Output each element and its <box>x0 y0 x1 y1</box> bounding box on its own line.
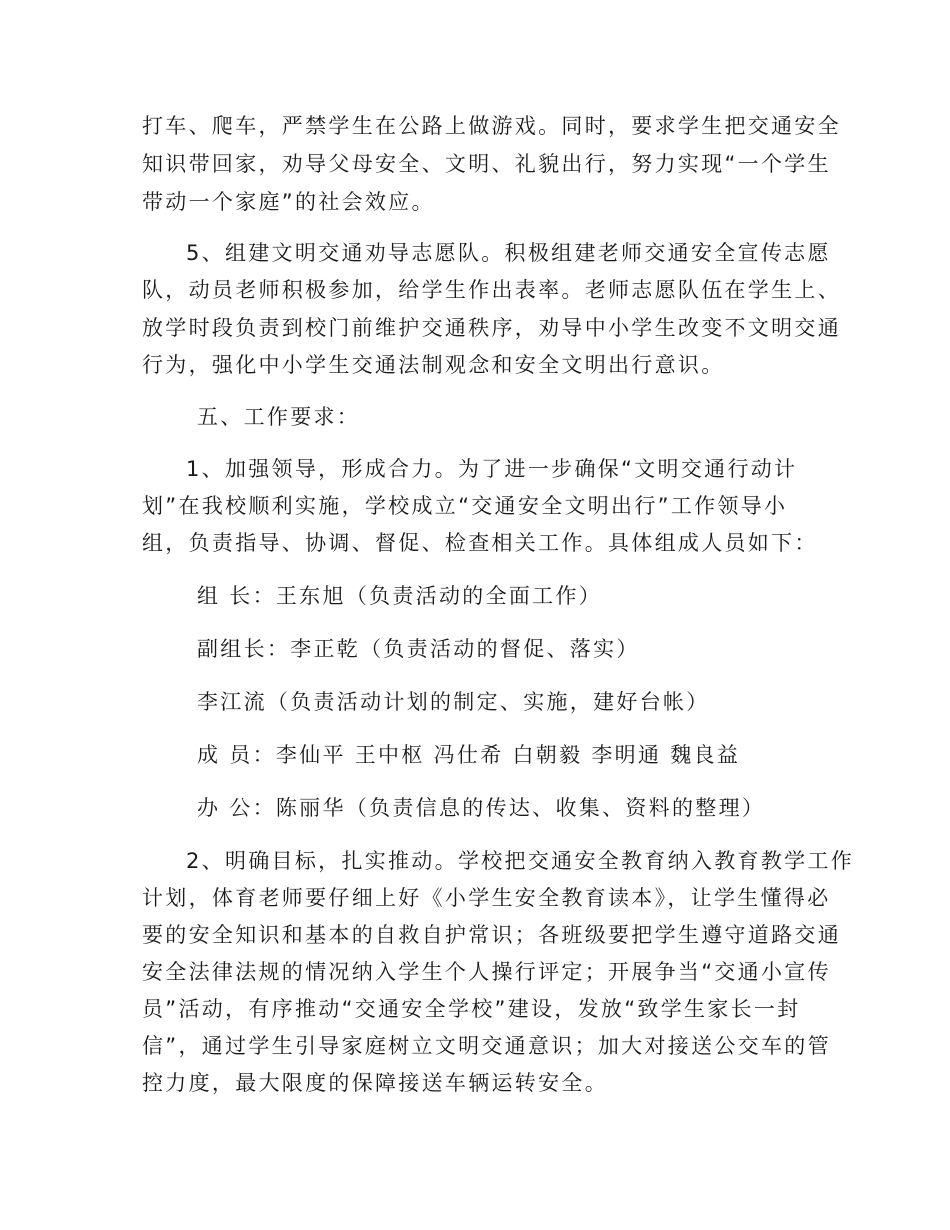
paragraph-5-line-1: 5、组建文明交通劝导志愿队。积极组建老师交通安全宣传志愿 <box>186 241 831 265</box>
paragraph-req2-line-7: 控力度，最大限度的保障接送车辆运转安全。 <box>142 1071 608 1095</box>
paragraph-5-line-4: 行为，强化中小学生交通法制观念和安全文明出行意识。 <box>142 353 725 377</box>
paragraph-req1-line-2: 划”在我校顺利实施，学校成立“交通安全文明出行”工作领导小 <box>142 494 788 518</box>
paragraph-req2-line-5: 员”活动，有序推动“交通安全学校”建设，发放“致学生家长一封 <box>142 997 801 1021</box>
paragraph-req2-line-6: 信”，通过学生引导家庭树立文明交通意识；加大对接送公交车的管 <box>142 1034 831 1058</box>
paragraph-req2-line-3: 要的安全知识和基本的自救自护常识；各班级要把学生遵守道路交通 <box>142 923 841 947</box>
paragraph-req1-line-1: 1、加强领导，形成合力。为了进一步确保“文明交通行动计 <box>186 457 798 481</box>
paragraph-req2-line-2: 计划，体育老师要仔细上好《小学生安全教育读本》，让学生懂得必 <box>142 886 831 910</box>
paragraph-5-line-3: 放学时段负责到校门前维护交通秩序，劝导中小学生改变不文明交通 <box>142 316 841 340</box>
member-deputy: 副组长：李正乾（负责活动的督促、落实） <box>197 637 640 661</box>
member-leader: 组 长：王东旭（负责活动的全面工作） <box>197 584 603 608</box>
member-deputy-2: 李江流（负责活动计划的制定、实施，建好台帐） <box>197 690 710 714</box>
paragraph-req1-line-3: 组，负责指导、协调、督促、检查相关工作。具体组成人员如下： <box>142 531 818 555</box>
member-office: 办 公：陈丽华（负责信息的传达、收集、资料的整理） <box>197 796 766 820</box>
paragraph-req2-line-4: 安全法律法规的情况纳入学生个人操行评定；开展争当“交通小宣传 <box>142 960 831 984</box>
paragraph-5-line-2: 队，动员老师积极参加，给学生作出表率。老师志愿队伍在学生上、 <box>142 278 841 302</box>
section-heading: 五、工作要求： <box>197 405 361 429</box>
member-list: 成 员：李仙平 王中枢 冯仕希 白朝毅 李明通 魏良益 <box>197 743 741 767</box>
paragraph-intro-line-1: 打车、爬车，严禁学生在公路上做游戏。同时，要求学生把交通安全 <box>142 114 841 138</box>
paragraph-intro-line-2: 知识带回家，劝导父母安全、文明、礼貌出行，努力实现“一个学生 <box>142 152 831 176</box>
paragraph-req2-line-1: 2、明确目标，扎实推动。学校把交通安全教育纳入教育教学工作 <box>186 849 855 873</box>
paragraph-intro-line-3: 带动一个家庭”的社会效应。 <box>142 190 435 214</box>
